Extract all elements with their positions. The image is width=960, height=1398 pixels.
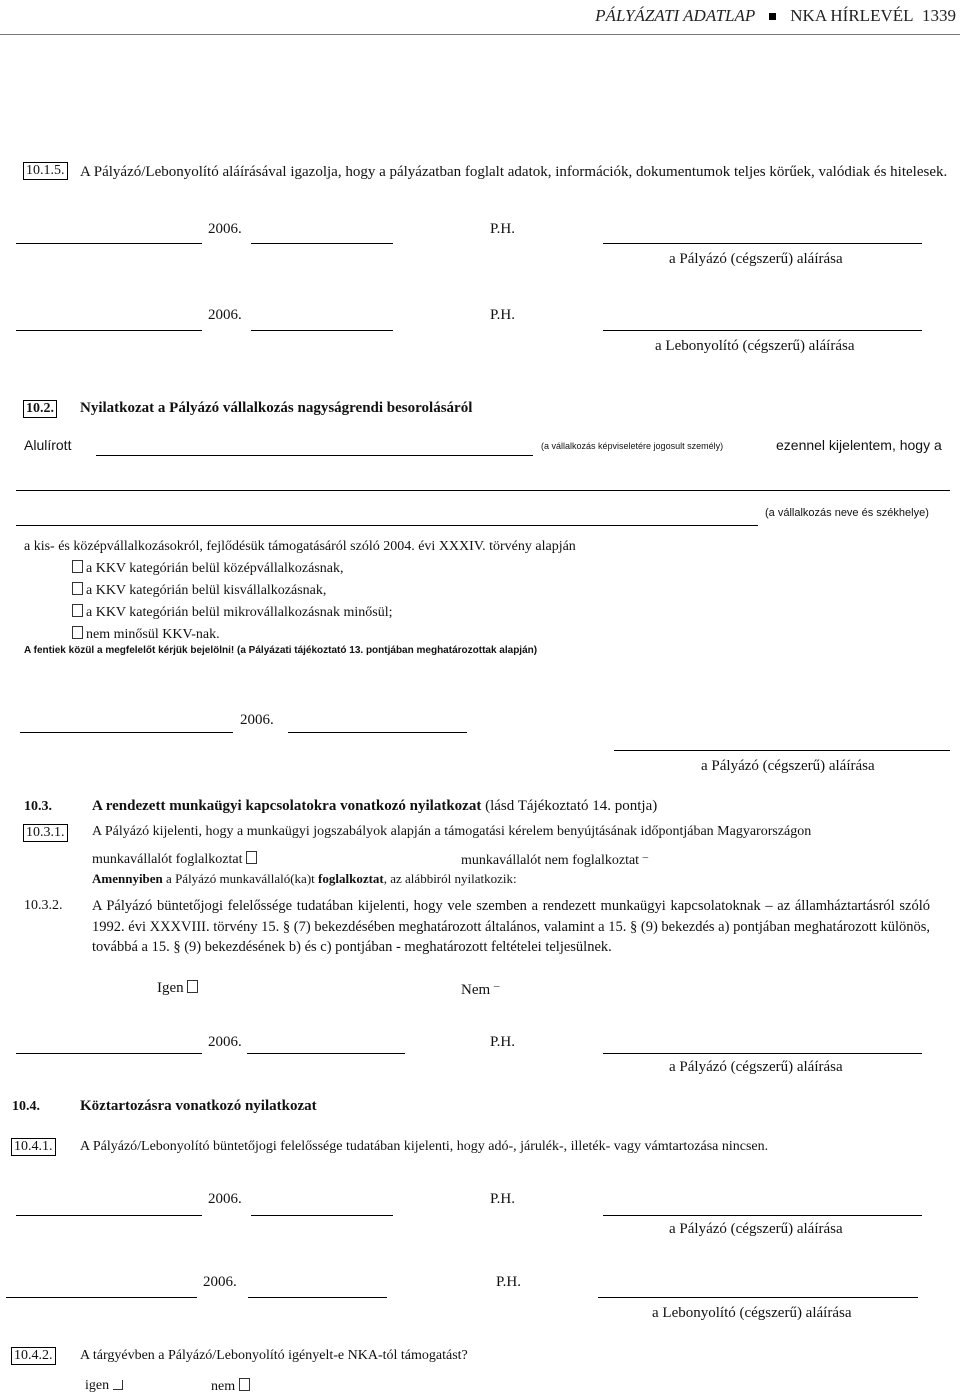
undersigned-label: Alulírott	[24, 437, 72, 453]
place-signature-line[interactable]	[6, 1297, 197, 1298]
statement-10-3-1: A Pályázó kijelenti, hogy a munkaügyi jogszabályok alapján a támogatási kérelem benyújtásának időpontjában Magyarországon	[92, 824, 812, 839]
date-signature-line[interactable]	[288, 732, 467, 733]
checkbox-icon[interactable]	[187, 980, 198, 993]
organizer-signature-line[interactable]	[603, 330, 922, 331]
section-number-10-1-5: 10.1.5.	[23, 162, 68, 180]
applicant-signature-line[interactable]	[603, 1053, 922, 1054]
answer-no[interactable]: nem	[211, 1378, 253, 1395]
checkbox-icon[interactable]	[72, 560, 83, 573]
page-number: 1339	[922, 6, 956, 25]
answer-no[interactable]: Nem –	[461, 980, 500, 998]
option-employs[interactable]: munkavállalót foglalkoztat	[92, 851, 260, 868]
year-label: 2006.	[208, 1034, 242, 1050]
date-signature-line[interactable]	[251, 243, 393, 244]
bullet-square-icon	[769, 13, 776, 20]
stamp-label: P.H.	[490, 221, 516, 237]
answer-yes[interactable]: igen	[85, 1378, 123, 1394]
instruction-note: A fentiek közül a megfelelőt kérjük bejelölni! (a Pályázati tájékoztató 13. pontjában meghatározottak alapján)	[24, 645, 538, 656]
stamp-label: P.H.	[490, 307, 516, 323]
option-not-employs[interactable]: munkavállalót nem foglalkoztat –	[461, 851, 649, 868]
section-title-10-4: Köztartozásra vonatkozó nyilatkozat	[80, 1098, 317, 1114]
stamp-label: P.H.	[490, 1034, 516, 1050]
declare-text: ezennel kijelentem, hogy a	[776, 437, 942, 453]
section-title-10-3-main: A rendezett munkaügyi kapcsolatokra vonatkozó nyilatkozat	[92, 798, 482, 814]
option-small-enterprise[interactable]: a KKV kategórián belül kisvállalkozásnak,	[72, 582, 326, 599]
applicant-signature-caption: a Pályázó (cégszerű) aláírása	[701, 758, 875, 774]
checkbox-icon[interactable]	[246, 851, 257, 864]
organizer-signature-caption: a Lebonyolító (cégszerű) aláírása	[655, 338, 855, 354]
section-number-10-4-2: 10.4.2.	[11, 1347, 56, 1365]
option-micro-enterprise[interactable]: a KKV kategórián belül mikrovállalkozásnak minősül;	[72, 604, 393, 621]
section-title-10-3-ref: (lásd Tájékoztató 14. pontja)	[485, 798, 658, 814]
year-label: 2006.	[208, 307, 242, 323]
company-line-2[interactable]	[16, 525, 758, 526]
place-signature-line[interactable]	[16, 243, 202, 244]
section-title-10-2: Nyilatkozat a Pályázó vállalkozás nagyságrendi besorolásáról	[80, 400, 473, 416]
applicant-signature-caption: a Pályázó (cégszerű) aláírása	[669, 251, 843, 267]
statement-10-4-2: A tárgyévben a Pályázó/Lebonyolító igényelt-e NKA-tól támogatást?	[80, 1348, 468, 1363]
applicant-signature-caption: a Pályázó (cégszerű) aláírása	[669, 1059, 843, 1075]
representative-note: (a vállalkozás képviseletére jogosult személy)	[541, 441, 724, 451]
date-signature-line[interactable]	[251, 1215, 393, 1216]
minus-icon[interactable]: –	[642, 851, 649, 863]
checkbox-icon[interactable]	[113, 1380, 123, 1390]
company-note: (a vállalkozás neve és székhelye)	[765, 507, 929, 519]
law-reference: a kis- és középvállalkozásokról, fejlődésük támogatásáról szóló 2004. évi XXXIV. törvény alapján	[24, 539, 576, 554]
section-number-10-3-1: 10.3.1.	[23, 824, 68, 842]
place-signature-line[interactable]	[16, 330, 202, 331]
checkbox-icon[interactable]	[72, 626, 83, 639]
option-not-sme[interactable]: nem minősül KKV-nak.	[72, 626, 220, 643]
date-signature-line[interactable]	[251, 330, 393, 331]
header-divider	[0, 34, 960, 35]
applicant-signature-line[interactable]	[614, 750, 950, 751]
answer-yes[interactable]: Igen	[157, 980, 201, 997]
year-label: 2006.	[203, 1274, 237, 1290]
section-number-10-4-1: 10.4.1.	[11, 1138, 56, 1156]
company-line-1[interactable]	[16, 490, 950, 491]
statement-10-1-5-text: A Pályázó/Lebonyolító aláírásával igazolja, hogy a pályázatban foglalt adatok, információk, dokumentumok teljes körűek, valódiak és hitelesek.	[80, 164, 948, 180]
statement-10-4-1: A Pályázó/Lebonyolító büntetőjogi felelőssége tudatában kijelenti, hogy adó-, járulék-, illeték- vagy vámtartozása nincsen.	[80, 1139, 769, 1154]
stamp-label: P.H.	[490, 1191, 516, 1207]
stamp-label: P.H.	[496, 1274, 522, 1290]
section-number-10-3-2: 10.3.2.	[24, 898, 63, 913]
statement-10-1-5	[80, 162, 948, 182]
representative-name-field[interactable]	[96, 455, 533, 456]
option-medium-enterprise[interactable]: a KKV kategórián belül középvállalkozásnak,	[72, 560, 343, 577]
place-signature-line[interactable]	[16, 1053, 202, 1054]
conditional-note: Amennyiben a Pályázó munkavállaló(ka)t foglalkoztat, az alábbiról nyilatkozik:	[92, 871, 517, 886]
section-title-10-3	[92, 798, 657, 815]
minus-icon[interactable]: –	[493, 980, 500, 992]
applicant-signature-caption: a Pályázó (cégszerű) aláírása	[669, 1221, 843, 1237]
organizer-signature-line[interactable]	[598, 1297, 918, 1298]
header-title: PÁLYÁZATI ADATLAP	[595, 6, 756, 25]
checkbox-icon[interactable]	[72, 582, 83, 595]
applicant-signature-line[interactable]	[603, 243, 922, 244]
statement-10-3-2: A Pályázó büntetőjogi felelőssége tudatában kijelenti, hogy vele szemben a rendezett munkaügyi kapcsolatoknak – az államháztartásról szóló 1992. évi XXXVIII. törvény 15. § (7) bekezdésében meghatározott általános, valamint a 15. § (9) bekezdés a) pontjában meghatározott különös, továbbá a 15. § (9) bekezdésének b) és c) pontjában - meghatározott feltételei teljesülnek.	[92, 898, 930, 955]
header-publication: NKA HÍRLEVÉL	[790, 6, 914, 25]
checkbox-icon[interactable]	[72, 604, 83, 617]
page-header	[595, 6, 956, 26]
applicant-signature-line[interactable]	[603, 1215, 922, 1216]
section-number-10-2: 10.2.	[23, 400, 57, 418]
section-number-10-3: 10.3.	[24, 799, 52, 814]
date-signature-line[interactable]	[247, 1053, 405, 1054]
place-signature-line[interactable]	[20, 732, 233, 733]
place-signature-line[interactable]	[16, 1215, 202, 1216]
year-label: 2006.	[208, 221, 242, 237]
year-label: 2006.	[240, 712, 274, 728]
organizer-signature-caption: a Lebonyolító (cégszerű) aláírása	[652, 1305, 852, 1321]
checkbox-icon[interactable]	[239, 1378, 250, 1391]
year-label: 2006.	[208, 1191, 242, 1207]
section-number-10-4: 10.4.	[12, 1099, 40, 1114]
date-signature-line[interactable]	[248, 1297, 387, 1298]
